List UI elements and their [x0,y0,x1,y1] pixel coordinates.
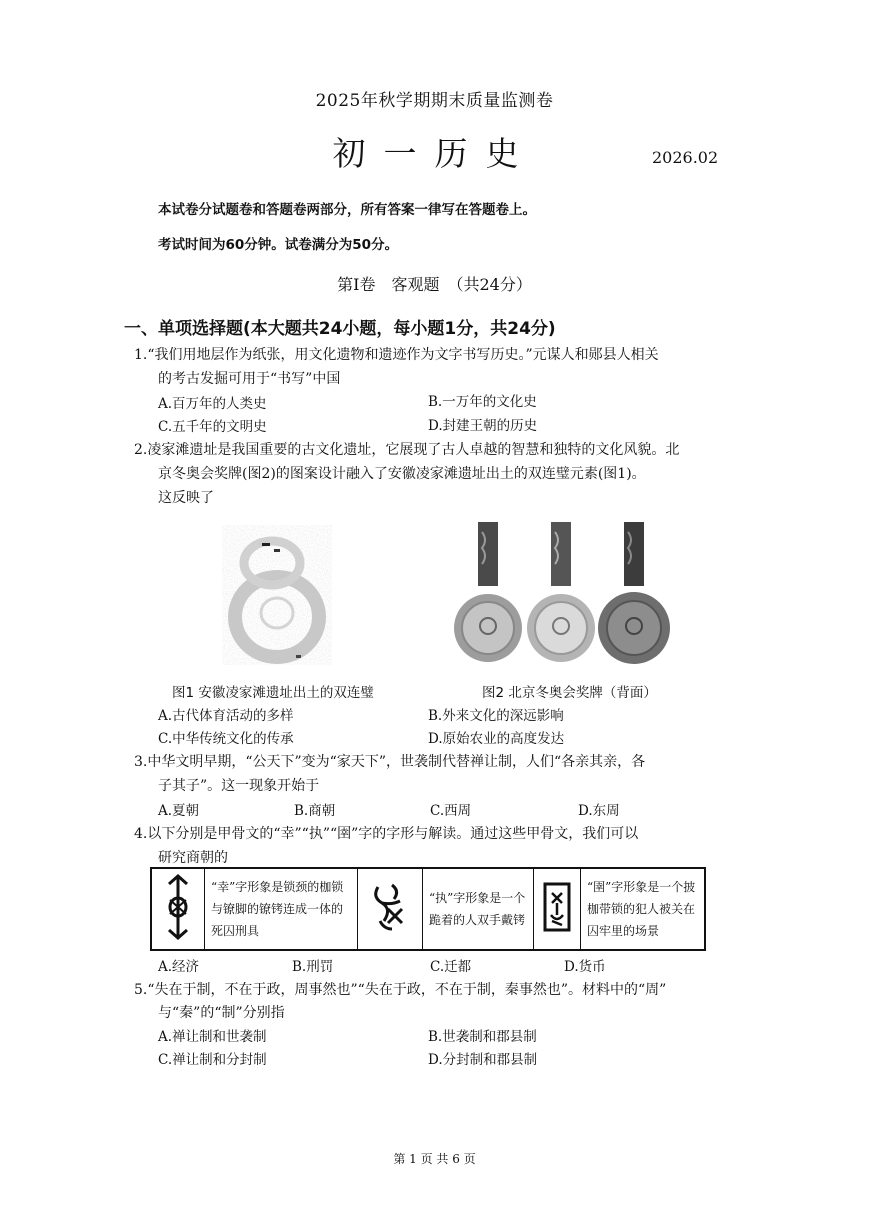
q2-option-c: C.中华传统文化的传承 [158,731,294,747]
q2-option-d: D.原始农业的高度发达 [428,731,565,747]
q3-option-c: C.西周 [430,803,472,819]
q5-stem-line1: 5.“失在于制，不在于政，周事然也”“失在于政，不在于制，秦事然也”。材料中的“周” [134,982,667,998]
oracle-xing-text: “幸”字形象是锁颈的枷锁与镣脚的镣铐连成一体的死囚刑具 [205,868,358,950]
table-row [151,868,705,950]
oracle-zhi-icon [358,868,423,950]
q5-stem-line2: 与“秦”的“制”分别指 [158,1005,285,1021]
q1-option-a: A.百万年的人类史 [158,396,267,412]
part-title: 第Ⅰ卷 客观题 （共24分） [337,275,532,294]
q2-option-b: B.外来文化的深远影响 [428,708,564,724]
q5-option-c: C.禅让制和分封制 [158,1052,267,1068]
q3-stem-line2: 子其子”。这一现象开始于 [158,778,320,794]
q4-option-a: A.经济 [158,959,200,975]
q3-option-d: D.东周 [578,803,620,819]
subject-title: 初一历史 [332,134,537,173]
instruction-note-2: 考试时间为60分钟。试卷满分为50分。 [158,237,399,253]
page-footer: 第 1 页 共 6 页 [393,1152,476,1166]
q1-option-d: D.封建王朝的历史 [428,418,538,434]
q1-option-c: C.五千年的文明史 [158,419,267,435]
q2-stem-line3: 这反映了 [158,490,214,506]
q3-option-a: A.夏朝 [158,803,200,819]
q5-option-d: D.分封制和郡县制 [428,1052,538,1068]
q4-option-d: D.货币 [564,959,606,975]
q4-option-b: B.刑罚 [292,959,334,975]
q3-option-b: B.商朝 [294,803,336,819]
exam-date: 2026.02 [652,148,719,167]
q4-option-c: C.迁都 [430,959,472,975]
exam-title: 2025年秋学期期末质量监测卷 [315,91,554,111]
olympic-medals-figure [446,518,696,668]
q3-stem-line1: 3.中华文明早期，“公天下”变为“家天下”，世袭制代替禅让制，人们“各亲其亲，各 [134,754,646,770]
q1-stem-line2: 的考古发掘可用于“书写”中国 [158,371,341,387]
oracle-bone-table [150,867,706,951]
oracle-zhi-text: “执”字形象是一个跪着的人双手戴铐 [423,868,534,950]
q4-stem-line1: 4.以下分别是甲骨文的“幸”“执”“圉”字的字形与解读。通过这些甲骨文，我们可以 [134,826,639,842]
figure2-caption: 图2 北京冬奥会奖牌（背面） [482,685,657,701]
q2-stem-line2: 京冬奥会奖牌(图2)的图案设计融入了安徽凌家滩遗址出土的双连璧元素(图1)。 [158,466,646,482]
figure1-caption: 图1 安徽凌家滩遗址出土的双连璧 [172,685,374,701]
q1-option-b: B.一万年的文化史 [428,394,537,410]
q5-option-b: B.世袭制和郡县制 [428,1029,537,1045]
q2-option-a: A.古代体育活动的多样 [158,708,294,724]
q4-stem-line2: 研究商朝的 [158,850,228,866]
medal-bronze-icon [598,522,670,664]
instruction-note-1: 本试卷分试题卷和答题卷两部分，所有答案一律写在答题卷上。 [158,202,536,218]
oracle-yu-text: “圉”字形象是一个披枷带锁的犯人被关在囚牢里的场景 [581,868,706,950]
q2-stem-line1: 2.凌家滩遗址是我国重要的古文化遗址，它展现了古人卓越的智慧和独特的文化风貌。北 [134,442,680,458]
jade-disc-figure [222,525,332,665]
medal-silver-icon [527,522,595,662]
section-title: 一、单项选择题(本大题共24小题，每小题1分，共24分) [124,319,556,339]
q5-option-a: A.禅让制和世袭制 [158,1029,267,1045]
medal-gold-icon [454,522,522,662]
oracle-yu-icon [534,868,581,950]
q1-stem-line1: 1.“我们用地层作为纸张，用文化遗物和遗迹作为文字书写历史。”元谋人和郧县人相关 [134,347,659,363]
oracle-xing-icon [151,868,205,950]
